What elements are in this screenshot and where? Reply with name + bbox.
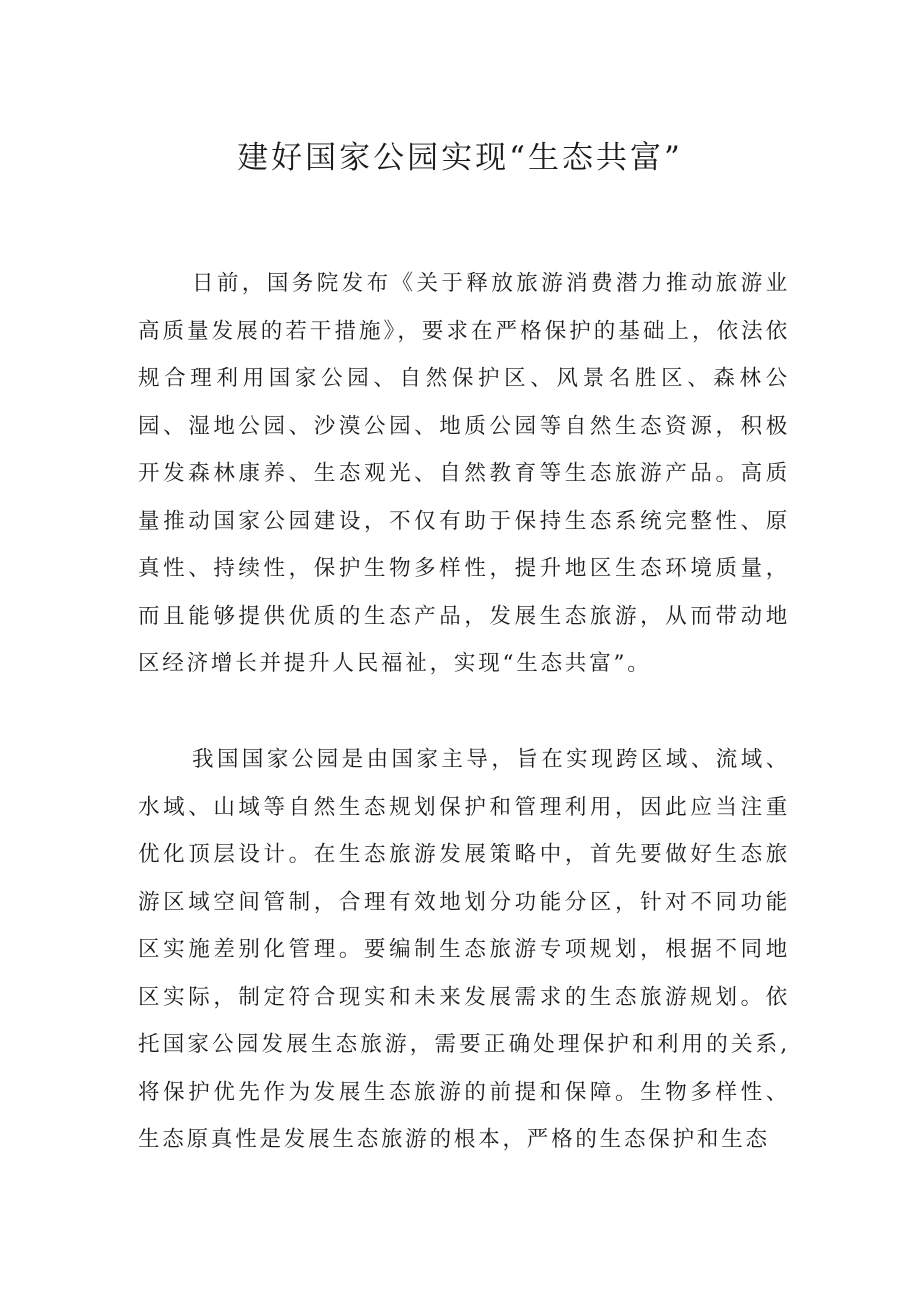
paragraph-2: 我国国家公园是由国家主导，旨在实现跨区域、流域、水域、山域等自然生态规划保护和管理利用，因此应当注重优化顶层设计。在生态旅游发展策略中，首先要做好生态旅游区域空间管制，合理有效地划分功能分区，针对不同功能区实施差别化管理。要编制生态旅游专项规划，根据不同地区实际，制定符合现实和未来发展需求的生态旅游规划。依托国家公园发展生态旅游，需要正确处理保护和利用的关系,将保护优先作为发展生态旅游的前提和保障。生物多样性、生态原真性是发展生态旅游的根本，严格的生态保护和生态 — [138, 747, 790, 1152]
paragraph-1: 日前，国务院发布《关于释放旅游消费潜力推动旅游业高质量发展的若干措施》，要求在严格保护的基础上，依法依规合理利用国家公园、自然保护区、风景名胜区、森林公园、湿地公园、沙漠公园、地质公园等自然生态资源，积极开发森林康养、生态观光、自然教育等生态旅游产品。高质量推动国家公园建设，不仅有助于保持生态系统完整性、原真性、持续性，保护生物多样性，提升地区生态环境质量，而且能够提供优质的生态产品，发展生态旅游，从而带动地区经济增长并提升人民福祉，实现“生态共富”。 — [138, 271, 790, 676]
document-title: 建好国家公园实现“生态共富” — [237, 140, 683, 176]
